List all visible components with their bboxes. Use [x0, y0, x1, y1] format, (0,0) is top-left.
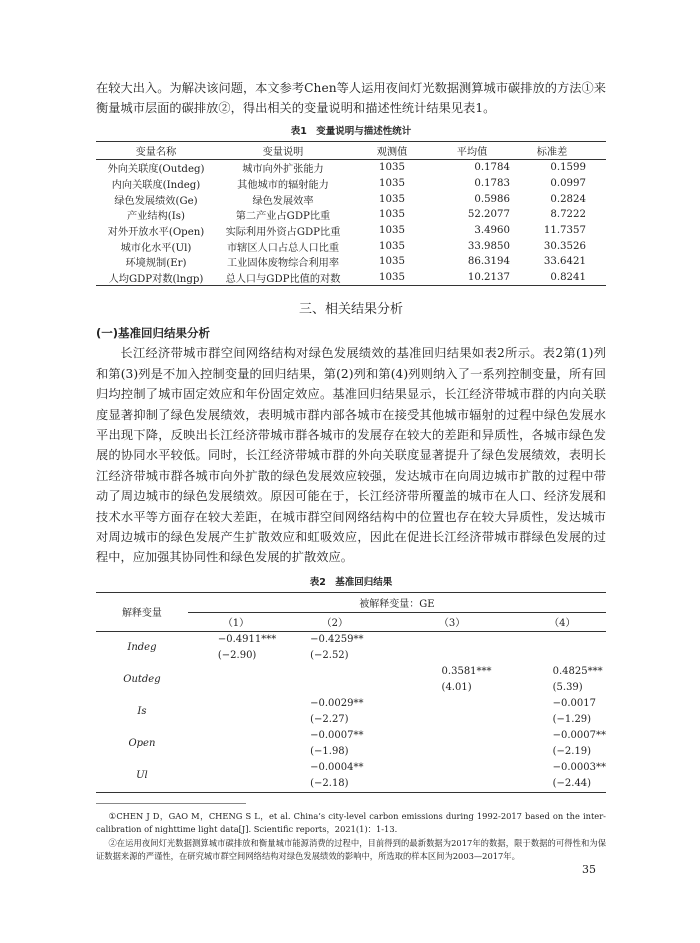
paper-page: [96, 78, 606, 864]
cell-std: 30.3526: [543, 240, 586, 252]
cell-mean: 10.2137: [467, 271, 510, 283]
cell-t-statistic: (−2.44): [552, 778, 592, 790]
cell-coefficient: [386, 696, 519, 712]
cell-t-statistic: (−2.19): [552, 746, 592, 758]
cell-variable-desc: 实际利用外资占GDP比重: [225, 226, 341, 238]
cell-variable-desc: 城市向外扩张能力: [242, 164, 324, 176]
header-std: 标准差: [518, 141, 606, 159]
cell-coefficient: −0.0007**: [310, 730, 364, 742]
table1-header-row: [96, 141, 606, 159]
cell-variable-name: 城市化水平(Ul): [120, 242, 192, 254]
table1-row: [96, 176, 606, 192]
cell-coefficient: −0.0007**: [552, 730, 606, 742]
cell-explanatory-variable: Ul: [136, 770, 148, 782]
cell-explanatory-variable: Outdeg: [123, 674, 161, 686]
cell-t-statistic: (−2.52): [310, 650, 349, 662]
cell-coefficient: [188, 728, 284, 744]
cell-t-statistic: [519, 648, 606, 664]
table2-coef-row: [96, 728, 606, 744]
cell-observations: 1035: [379, 224, 405, 236]
table2-coef-row: [96, 631, 606, 648]
cell-coefficient: −0.0004**: [310, 762, 364, 774]
regression-results-table: [96, 592, 606, 793]
cell-t-statistic: (5.39): [552, 682, 583, 694]
table1-row: [96, 270, 606, 286]
cell-coefficient: [386, 760, 519, 776]
cell-observations: 1035: [379, 162, 405, 174]
page-number: 35: [582, 863, 596, 876]
cell-t-statistic: [284, 680, 385, 696]
header-col-1: （1）: [188, 612, 284, 631]
cell-t-statistic: [188, 712, 284, 728]
intro-paragraph: 在较大出入。为解决该问题，本文参考Chen等人运用夜间灯光数据测算城市碳排放的方法①来衡量城市层面的碳排放②，得出相关的变量说明和描述性统计结果见表1。: [96, 81, 606, 116]
section-title: 三、相关结果分析: [298, 302, 403, 318]
table1-row: [96, 207, 606, 223]
cell-observations: 1035: [379, 177, 405, 189]
cell-variable-name: 环境规制(Er): [125, 258, 187, 270]
cell-std: 8.7222: [550, 209, 586, 221]
cell-coefficient: [386, 631, 519, 648]
header-col-2: （2）: [284, 612, 385, 631]
cell-t-statistic: (4.01): [441, 682, 472, 694]
header-observations: 观测值: [350, 141, 434, 159]
cell-variable-name: 内向关联度(Indeg): [111, 179, 201, 191]
cell-variable-desc: 其他城市的辐射能力: [237, 179, 329, 191]
cell-observations: 1035: [379, 240, 405, 252]
cell-std: 0.1599: [550, 162, 586, 174]
results-paragraph: 长江经济带城市群空间网络结构对绿色发展绩效的基准回归结果如表2所示。表2第(1)列和第(3)列是不加入控制变量的回归结果，第(2)列和第(4)列则纳入了一系列控制变量，所有回归均控制了城市固定效应和年份固定效应。基准回归结果显示，长江经济带城市群的内向关联度显著抑制了绿色发展绩效，表明城市群内部各城市在接受其他城市辐射的过程中绿色发展水平出现下降，反映出长江经济带城市群各城市的发展存在较大的差距和异质性，各城市绿色发展的协同水平较低。同时，长江经济带城市群的外向关联度显著提升了绿色发展绩效，表明长江经济带城市群各城市向外扩散的绿色发展效应较强，发达城市在向周边城市扩散的过程中带动了周边城市的绿色发展绩效。原因可能在于，长江经济带所覆盖的城市在人口、经济发展和技术水平等方面存在较大差距，在城市群空间网络结构中的位置也存在较大异质性，发达城市对周边城市的绿色发展产生扩散效应和虹吸效应，因此在促进长江经济带城市群绿色发展的过程中，应加强其协同性和绿色发展的扩散效应。: [96, 346, 606, 565]
subsection-title: (一)基准回归结果分析: [96, 326, 211, 341]
table1-row: [96, 254, 606, 270]
cell-mean: 0.5986: [474, 193, 510, 205]
cell-variable-name: 产业结构(Is): [127, 211, 185, 223]
cell-t-statistic: (−1.29): [552, 714, 592, 726]
cell-coefficient: [386, 728, 519, 744]
footnote-divider: [96, 803, 246, 804]
cell-t-statistic: [386, 744, 519, 760]
cell-std: 11.7357: [543, 224, 586, 236]
cell-variable-desc: 工业固体废物综合利用率: [226, 258, 340, 270]
cell-variable-name: 对外开放水平(Open): [107, 226, 205, 238]
table2-coef-row: [96, 664, 606, 680]
cell-variable-name: 绿色发展绩效(Ge): [114, 195, 198, 207]
cell-variable-name: 外向关联度(Outdeg): [107, 164, 205, 176]
cell-coefficient: −0.0029**: [310, 698, 364, 710]
cell-t-statistic: [188, 680, 284, 696]
cell-t-statistic: (−2.18): [310, 778, 349, 790]
cell-t-statistic: [386, 712, 519, 728]
header-col-3: （3）: [386, 612, 519, 631]
table1-caption: 表1 变量说明与描述性统计: [290, 125, 412, 137]
cell-t-statistic: (−2.90): [217, 650, 257, 662]
table2-caption: 表2 基准回归结果: [309, 576, 393, 588]
table1-row: [96, 238, 606, 254]
cell-std: 0.8241: [550, 271, 586, 283]
cell-std: 0.2824: [550, 193, 586, 205]
cell-t-statistic: [386, 776, 519, 793]
cell-variable-desc: 总人口与GDP比值的对数: [225, 273, 341, 285]
header-dependent-variable: 被解释变量：GE: [188, 592, 606, 612]
cell-t-statistic: [386, 648, 519, 664]
cell-mean: 33.9850: [467, 240, 510, 252]
cell-explanatory-variable: Indeg: [127, 642, 157, 654]
cell-mean: 0.1784: [474, 162, 510, 174]
cell-variable-name: 人均GDP对数(lngp): [108, 273, 204, 285]
cell-observations: 1035: [379, 271, 405, 283]
header-mean: 平均值: [434, 141, 518, 159]
table2-coef-row: [96, 760, 606, 776]
cell-explanatory-variable: Is: [137, 706, 147, 718]
cell-t-statistic: (−2.27): [310, 714, 349, 726]
cell-std: 33.6421: [543, 256, 586, 268]
cell-mean: 52.2077: [467, 209, 510, 221]
header-col-4: （4）: [519, 612, 606, 631]
table1-row: [96, 223, 606, 239]
cell-coefficient: [519, 631, 606, 648]
header-variable-name: 变量名称: [96, 141, 216, 159]
cell-observations: 1035: [379, 256, 405, 268]
cell-coefficient: 0.3581***: [441, 666, 492, 678]
descriptive-statistics-table: [96, 141, 606, 287]
cell-mean: 0.1783: [474, 177, 510, 189]
cell-coefficient: −0.0003**: [552, 762, 606, 774]
cell-t-statistic: (−1.98): [310, 746, 349, 758]
cell-coefficient: −0.4259**: [310, 634, 364, 646]
cell-coefficient: [284, 664, 385, 680]
table2-coef-row: [96, 696, 606, 712]
cell-observations: 1035: [379, 209, 405, 221]
footnote-2: ②在运用夜间灯光数据测算城市碳排放和衡量城市能源消费的过程中，目前得到的最新数据为2017年的数据，限于数据的可得性和为保证数据来源的严谨性，在研究城市群空间网络结构对绿色发展绩效的影响中，所选取的样本区间为2003—2017年。: [96, 837, 606, 862]
footnote-1: ①CHEN J D，GAO M，CHENG S L，et al. China’s city-level carbon emissions during 1992-2017 based on the inter-calibration of nighttime light data[J]. Scientific reports，2021(1)：1-13.: [96, 810, 606, 835]
cell-coefficient: 0.4825***: [552, 666, 603, 678]
table1-row: [96, 191, 606, 207]
cell-t-statistic: [188, 776, 284, 793]
cell-coefficient: −0.4911***: [217, 634, 277, 646]
cell-coefficient: −0.0017: [552, 698, 596, 710]
cell-observations: 1035: [379, 193, 405, 205]
cell-mean: 86.3194: [467, 256, 510, 268]
cell-coefficient: [188, 664, 284, 680]
cell-coefficient: [188, 760, 284, 776]
cell-variable-desc: 市辖区人口占总人口比重: [226, 242, 340, 254]
header-variable-desc: 变量说明: [216, 141, 350, 159]
cell-explanatory-variable: Open: [128, 738, 156, 750]
header-explanatory-variable: 解释变量: [96, 592, 188, 631]
table1-row: [96, 159, 606, 175]
cell-std: 0.0997: [550, 177, 586, 189]
cell-t-statistic: [188, 744, 284, 760]
cell-coefficient: [188, 696, 284, 712]
cell-mean: 3.4960: [474, 224, 510, 236]
cell-variable-desc: 第二产业占GDP比重: [235, 211, 331, 223]
cell-variable-desc: 绿色发展效率: [252, 195, 314, 207]
